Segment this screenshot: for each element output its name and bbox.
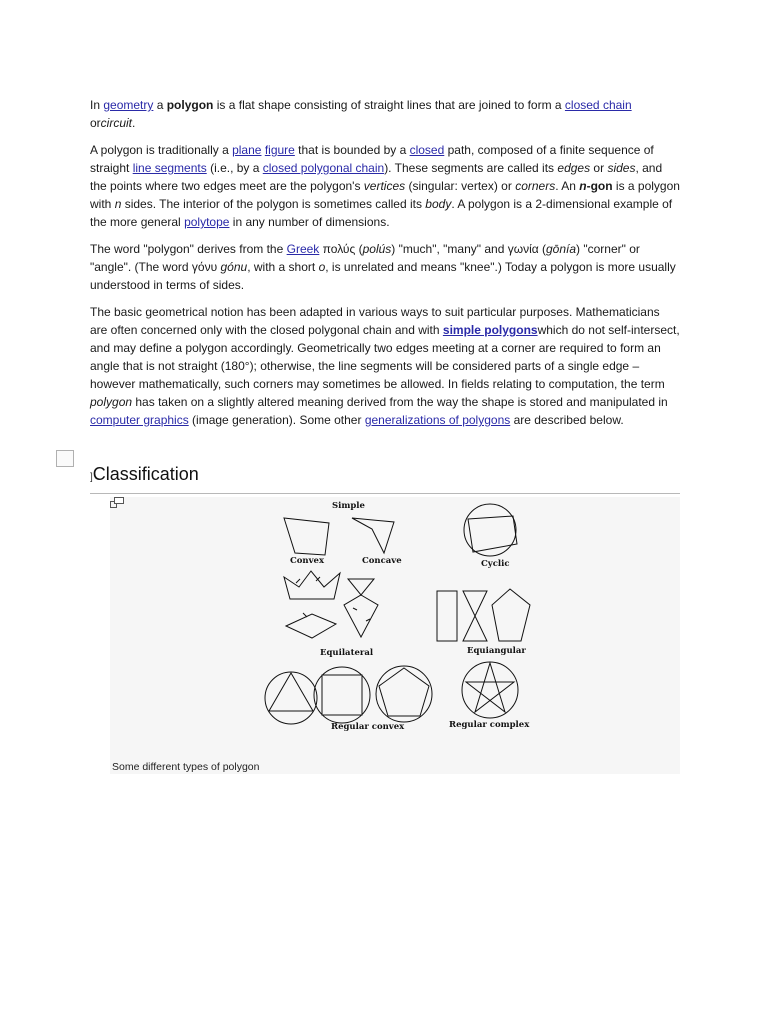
tick-mark <box>353 608 357 610</box>
text: A polygon is traditionally a <box>90 143 233 157</box>
link-simple-polygons[interactable]: simple polygons <box>442 323 538 337</box>
section-heading-classification <box>90 462 680 494</box>
link-closed-polygonal-chain[interactable]: closed polygonal chain <box>262 161 385 175</box>
link-closed-chain[interactable]: closed chain <box>564 98 632 112</box>
text: (image generation). Some other <box>188 413 365 427</box>
heading-title: Classification <box>92 464 199 484</box>
paragraph-etymology <box>90 240 680 294</box>
text: . An <box>555 179 580 193</box>
equiangular-pentagon <box>492 589 530 641</box>
label-regular-complex: Regular complex <box>449 720 530 730</box>
link-closed[interactable]: closed <box>409 143 445 157</box>
text: . A polygon is a 2-dimensional example of the more general <box>90 197 673 229</box>
term-circuit: circuit <box>100 116 133 130</box>
equiangular-hourglass <box>463 591 487 641</box>
regular-triangle-circle <box>265 672 317 724</box>
text: are described below. <box>510 413 624 427</box>
term-gonu: gónu <box>220 260 248 274</box>
text: (i.e., by a <box>206 161 263 175</box>
label-equiangular: Equiangular <box>467 646 526 656</box>
term-polygon-italic: polygon <box>90 395 133 409</box>
label-equilateral: Equilateral <box>320 648 374 658</box>
label-cyclic: Cyclic <box>481 559 510 569</box>
term-o: o <box>318 260 326 274</box>
term-vertices: vertices <box>363 179 406 193</box>
equilateral-bowtie <box>348 579 374 595</box>
text: is a polygon with <box>90 179 680 211</box>
term-corners: corners <box>515 179 556 193</box>
text: which do not self-intersect, and may define a polygon accordingly. Geometrically two edges meeting at a corner are required to form an angle that is not straight (180°); otherwise, the line segments will be considered parts of a single edge – however mathematically, such corners may sometimes be allowed. In fields relating to computation, the term <box>90 323 680 391</box>
convex-polygon <box>284 518 329 555</box>
text: or <box>590 161 608 175</box>
regular-pentagon-circle <box>376 666 432 722</box>
label-regular-convex: Regular convex <box>331 722 405 732</box>
text: is a flat shape consisting of straight lines that are joined to form a <box>213 98 565 112</box>
text: ) "much", "many" and γωνία ( <box>391 242 546 256</box>
equilateral-bowtie-2 <box>344 595 378 637</box>
text: a <box>153 98 167 112</box>
magnify-icon[interactable] <box>110 497 124 508</box>
term-edges: edges <box>557 161 591 175</box>
text: , is unrelated and means "knee".) Today a polygon is more usually understood in terms of sides. <box>90 260 676 292</box>
term-polus: polús <box>362 242 392 256</box>
term-gonia: gōnía <box>546 242 577 256</box>
text: sides. The interior of the polygon is sometimes called its <box>121 197 426 211</box>
polygon-types-diagram <box>110 497 680 737</box>
link-polytope[interactable]: polytope <box>184 215 230 229</box>
text: ). These segments are called its <box>384 161 558 175</box>
term-body: body <box>425 197 452 211</box>
edit-box-icon[interactable] <box>56 450 74 467</box>
link-figure[interactable]: figure <box>264 143 295 157</box>
link-generalizations-of-polygons[interactable]: generalizations of polygons <box>364 413 511 427</box>
term-n-gon <box>579 179 612 193</box>
link-greek[interactable]: Greek <box>286 242 320 256</box>
text: path, composed of a finite sequence of straight <box>90 143 654 175</box>
regular-square <box>322 675 362 715</box>
figure-polygon-types <box>110 497 680 774</box>
heading-bracket: ] <box>90 472 93 483</box>
regular-star-circle <box>462 662 518 718</box>
equilateral-rhombus <box>286 614 336 638</box>
text: , with a short <box>247 260 319 274</box>
link-geometry[interactable]: geometry <box>103 98 154 112</box>
term-n: n <box>114 197 122 211</box>
equilateral-polygon-1 <box>284 571 340 599</box>
link-line-segments[interactable]: line segments <box>132 161 207 175</box>
text: πολύς ( <box>319 242 363 256</box>
text: , and the points where two edges meet are the polygon's <box>90 161 663 193</box>
text: that is bounded by a <box>294 143 410 157</box>
text: The word "polygon" derives from the <box>90 242 287 256</box>
text: in any number of dimensions. <box>229 215 390 229</box>
equiangular-rectangle <box>437 591 457 641</box>
link-computer-graphics[interactable]: computer graphics <box>90 413 189 427</box>
text: (singular: vertex) or <box>405 179 516 193</box>
cyclic-circle <box>464 504 516 556</box>
concave-polygon <box>352 518 394 553</box>
text: . <box>132 116 136 130</box>
text: -gon <box>586 179 613 193</box>
tick-mark <box>303 613 307 617</box>
text: The basic geometrical notion has been adapted in various ways to suit particular purposes. Mathematicians are often concerned only with the closed polygonal chain and with <box>90 305 660 337</box>
term-sides: sides <box>607 161 636 175</box>
label-convex: Convex <box>290 556 325 566</box>
regular-star <box>466 663 514 712</box>
text: In <box>90 98 104 112</box>
regular-triangle <box>269 673 313 711</box>
text: ) "corner" or "angle". (The word γόνυ <box>90 242 640 274</box>
link-plane[interactable]: plane <box>232 143 262 157</box>
label-simple: Simple <box>332 501 365 511</box>
text: or <box>90 116 101 130</box>
term-polygon: polygon <box>166 98 214 112</box>
paragraph-intro <box>90 96 680 132</box>
text: has taken on a slightly altered meaning derived from the way the shape is stored and manipulated in <box>132 395 668 409</box>
tick-mark <box>296 579 300 583</box>
paragraph-definition <box>90 141 680 231</box>
text: n <box>579 179 587 193</box>
regular-pentagon <box>379 668 429 716</box>
article-body <box>90 96 680 438</box>
figure-caption: Some different types of polygon <box>112 761 260 773</box>
paragraph-notion <box>90 303 680 429</box>
label-concave: Concave <box>362 556 402 566</box>
